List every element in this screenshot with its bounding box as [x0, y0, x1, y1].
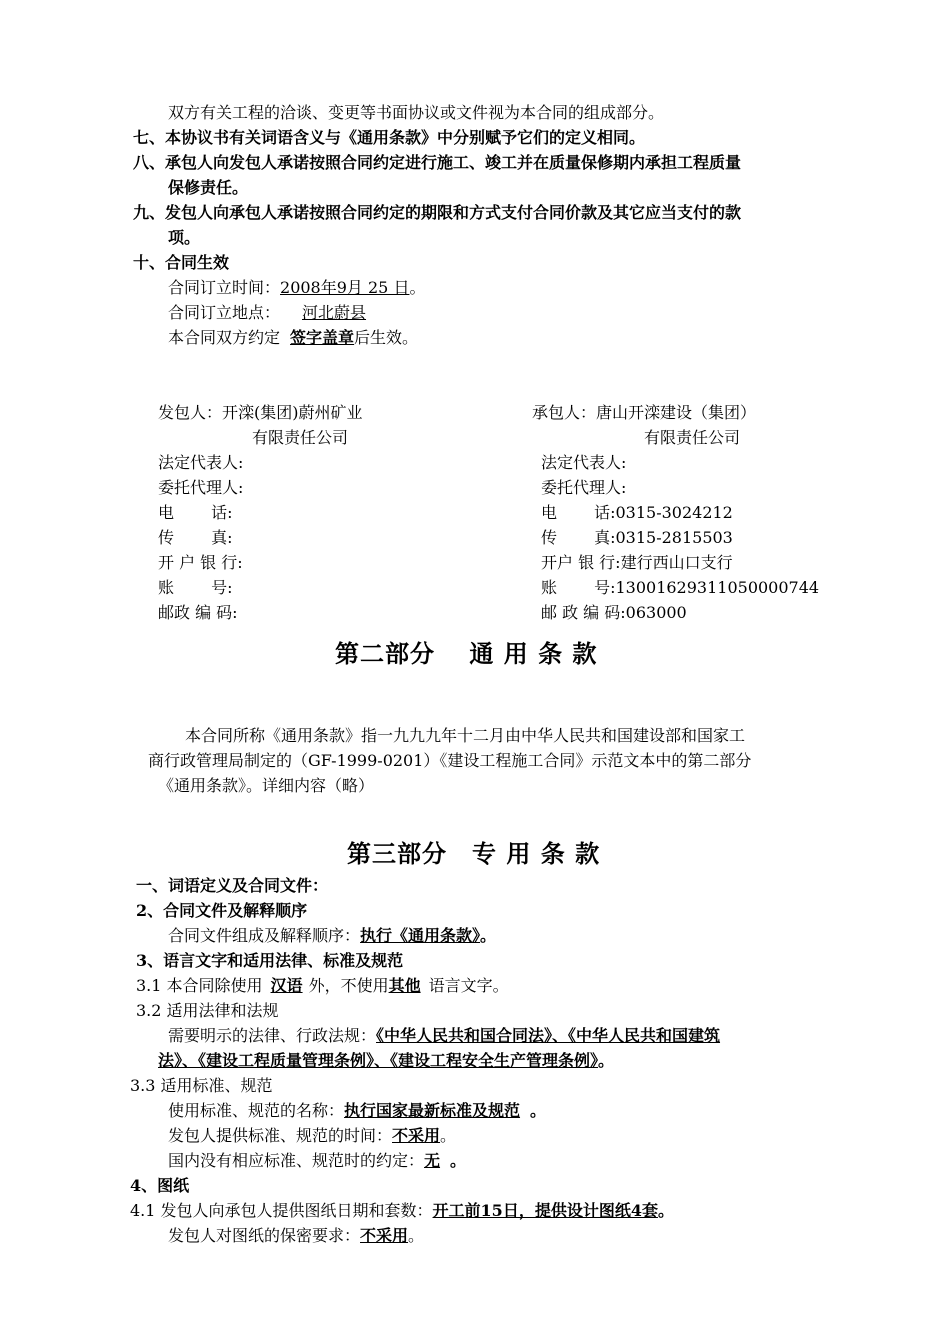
section-3-2-title: 3.2 适用法律和法规 [136, 1001, 279, 1020]
employer-legal-rep: 法定代表人: [158, 453, 244, 472]
section-3-1-line [136, 975, 509, 997]
section-2-value: 执行《通用条款》 [360, 926, 481, 945]
employer-agent: 委托代理人: [158, 478, 244, 497]
part2-heading: 第二部分 通 用 条 款 [335, 639, 598, 668]
contract-effect-label: 本合同双方约定 [168, 328, 281, 347]
section-3-1-suffix: 语言文字。 [428, 976, 509, 995]
section-4-1-line [130, 1200, 674, 1222]
employer-phone: 电 话: [158, 503, 233, 522]
item-8-line2: 保修责任。 [168, 178, 249, 197]
section-3-2-line1 [168, 1025, 720, 1047]
section-3-3-value2: 不采用 [392, 1126, 441, 1145]
contractor-fax: 传 真:0315-2815503 [541, 528, 733, 547]
contractor-name-line1: 承包人：唐山开滦建设（集团） [532, 403, 757, 422]
section-3-title: 3、语言文字和适用法律、标准及规范 [136, 951, 404, 970]
section-3-3-end2: 。 [440, 1126, 457, 1145]
section-3-3-label1: 使用标准、规范的名称： [168, 1101, 345, 1120]
section-4-1-confidentiality-label: 发包人对图纸的保密要求： [168, 1226, 361, 1245]
contract-date-line [168, 277, 425, 299]
contractor-account: 账 号:13001629311050000744 [541, 578, 820, 597]
section-4-1-confidentiality-end: 。 [408, 1226, 425, 1245]
employer-postcode: 邮政 编 码: [158, 603, 238, 622]
contractor-legal-rep: 法定代表人: [541, 453, 627, 472]
section-4-1-confidentiality-value: 不采用 [360, 1226, 409, 1245]
section-3-2-line2 [158, 1050, 614, 1072]
contract-effect-end: 后生效。 [354, 328, 419, 347]
section-3-3-line2 [168, 1125, 456, 1147]
contract-effect-value: 签字盖章 [290, 328, 355, 347]
contract-date-end: 。 [409, 278, 426, 297]
section-3-3-line3 [168, 1150, 466, 1172]
section-2-label: 合同文件组成及解释顺序： [168, 926, 361, 945]
contractor-bank: 开户 银 行:建行西山口支行 [541, 553, 733, 572]
part2-para-line1: 本合同所称《通用条款》指一九九九年十二月由中华人民共和国建设部和国家工 [185, 726, 746, 745]
section-3-1-middle: 外，不使用 [308, 976, 389, 995]
section-2-end: 。 [480, 926, 497, 945]
part2-para-line2: 商行政管理局制定的（GF-1999-0201）《建设工程施工合同》示范文本中的第二部分 [148, 751, 752, 770]
section-1-title: 一、词语定义及合同文件： [136, 876, 329, 895]
contract-effect-line [168, 327, 418, 349]
section-3-1-prefix: 3.1 本合同除使用 [136, 976, 263, 995]
employer-name-line1: 发包人：开滦(集团)蔚州矿业 [158, 403, 363, 422]
section-4-1-confidentiality-line [168, 1225, 424, 1247]
part2-para-line3: 《通用条款》。详细内容（略） [158, 776, 375, 795]
employer-fax: 传 真: [158, 528, 233, 547]
section-3-3-label2: 发包人提供标准、规范的时间： [168, 1126, 393, 1145]
part3-heading: 第三部分 专 用 条 款 [347, 839, 601, 868]
item-9-line2: 项。 [168, 228, 201, 247]
section-2-title: 2、合同文件及解释顺序 [136, 901, 308, 920]
section-3-3-value1: 执行国家最新标准及规范 [344, 1101, 521, 1120]
contractor-agent: 委托代理人: [541, 478, 627, 497]
contract-date-value: 2008年9月 25 日 [280, 278, 410, 297]
contract-place-label: 合同订立地点： [168, 303, 281, 322]
contractor-postcode: 邮 政 编 码:063000 [541, 603, 687, 622]
employer-account: 账 号: [158, 578, 233, 597]
contractor-name-line2: 有限责任公司 [644, 428, 741, 447]
item-10: 十、合同生效 [133, 253, 230, 272]
section-3-3-end1: 。 [530, 1101, 547, 1120]
section-3-3-label3: 国内没有相应标准、规范时的约定： [168, 1151, 425, 1170]
section-3-2-laws-part2: 法》、《建设工程质量管理条例》、《建设工程安全生产管理条例》 [158, 1051, 599, 1070]
section-4-1-label: 4.1 发包人向承包人提供图纸日期和套数： [130, 1201, 433, 1220]
section-2-line [168, 925, 496, 947]
contract-place-line [168, 302, 366, 324]
section-3-2-laws-part1: 《中华人民共和国合同法》、《中华人民共和国建筑 [376, 1026, 721, 1045]
section-3-3-line1 [168, 1100, 546, 1122]
item-8-line1: 八、承包人向发包人承诺按照合同约定进行施工、竣工并在质量保修期内承担工程质量 [133, 153, 742, 172]
section-4-1-end: 。 [657, 1201, 674, 1220]
employer-bank: 开 户 银 行: [158, 553, 243, 572]
employer-name-line2: 有限责任公司 [252, 428, 349, 447]
section-4-1-value: 开工前15日，提供设计图纸4套 [432, 1201, 658, 1220]
section-3-1-other: 其他 [388, 976, 421, 995]
section-3-3-end3: 。 [450, 1151, 467, 1170]
contract-date-label: 合同订立时间： [168, 278, 281, 297]
item-7: 七、本协议书有关词语含义与《通用条款》中分别赋予它们的定义相同。 [133, 128, 646, 147]
section-3-3-title: 3.3 适用标准、规范 [130, 1076, 273, 1095]
contract-place-value: 河北蔚县 [302, 303, 367, 322]
section-3-1-language: 汉语 [270, 976, 303, 995]
item-9-line1: 九、发包人向承包人承诺按照合同约定的期限和方式支付合同价款及其它应当支付的款 [133, 203, 742, 222]
section-4-title: 4、图纸 [130, 1176, 190, 1195]
contractor-phone: 电 话:0315-3024212 [541, 503, 733, 522]
section-3-2-end: 。 [598, 1051, 615, 1070]
intro-line: 双方有关工程的洽谈、变更等书面协议或文件视为本合同的组成部分。 [168, 103, 665, 122]
section-3-2-label: 需要明示的法律、行政法规： [168, 1026, 377, 1045]
section-3-3-value3: 无 [424, 1151, 441, 1170]
